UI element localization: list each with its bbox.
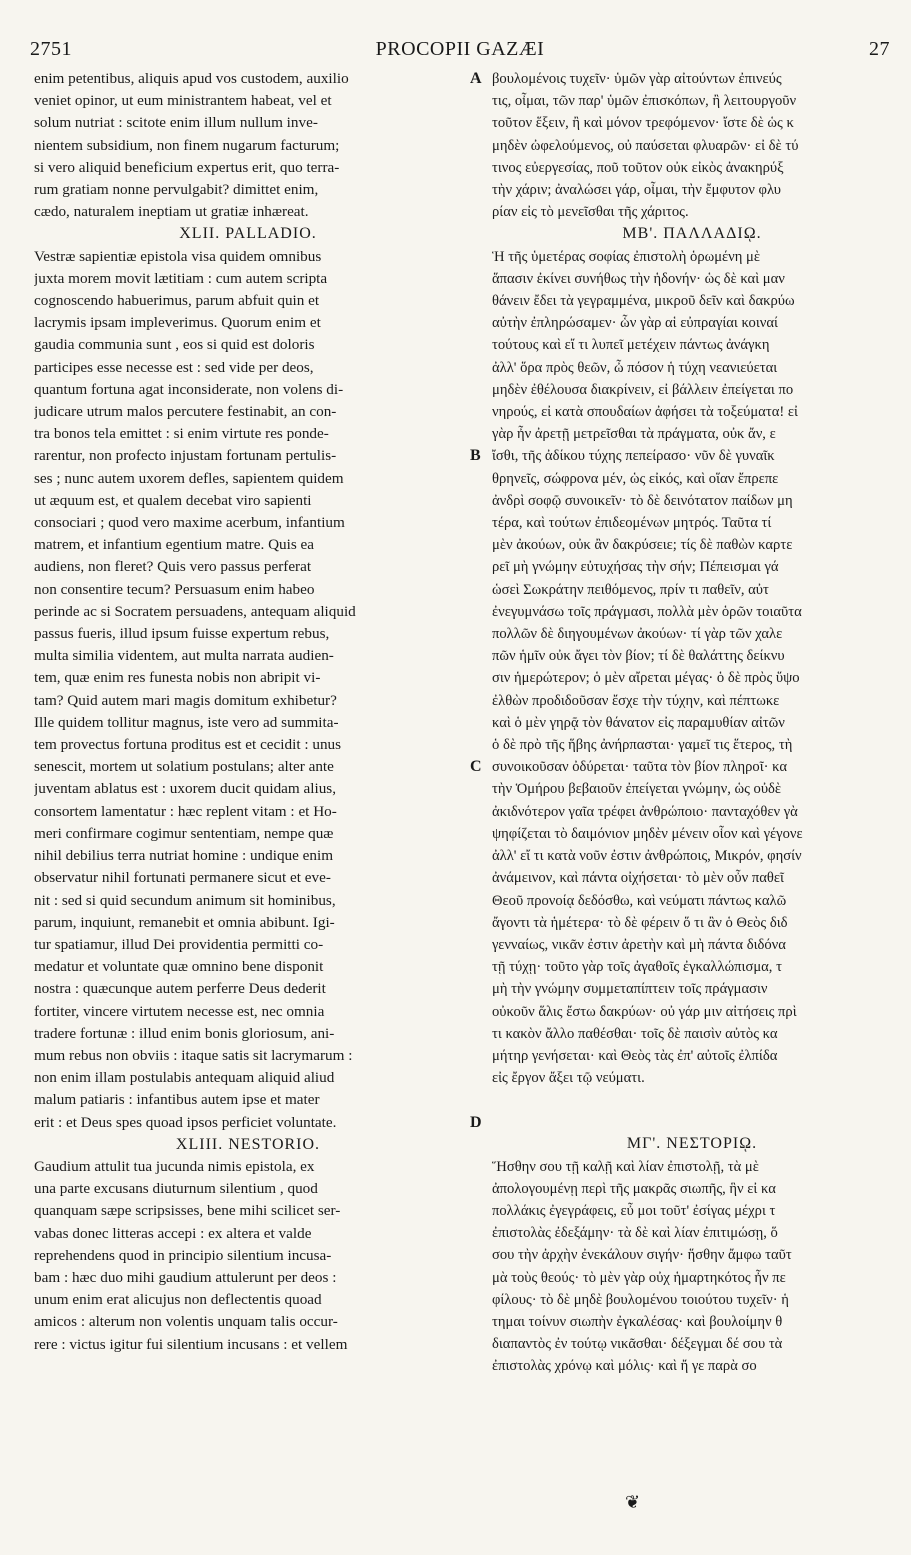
text-line: ὁ δὲ πρὸ τῆς ἥβης ἀνήρπασται· γαμεῖ τις ἕτερος, τὴ	[492, 737, 793, 754]
text-line: una parte excusans diuturnum silentium , quod	[34, 1180, 318, 1198]
text-line: νηρούς, εἰ κατὰ σπουδαίων ἀφήσει τὰ τοξεύματα! εἰ	[492, 404, 798, 421]
margin-marker-d: D	[470, 1114, 482, 1131]
text-line: ses ; nunc autem uxorem defles, sapientem quidem	[34, 469, 344, 487]
text-line: ρεῖ μὴ γνώμην εὐτυχήσας τὴν σήν; Πέπεισμαι γά	[492, 559, 779, 576]
text-line: rere : victus igitur fui silentium incusans : et vellem	[34, 1335, 348, 1353]
text-line: ἐπιστολὰς ἐδεξάμην· τὰ δὲ καὶ λίαν ἐπιτιμώσῃ, ὅ	[492, 1225, 778, 1242]
ornament-icon: ❦	[625, 1492, 641, 1512]
text-line: ἀνδρὶ σοφῷ συνοικεῖν· τὸ δὲ δεινότατον παίδων μη	[492, 492, 793, 509]
text-line: reprehendens quod in principio silentium incusa-	[34, 1246, 332, 1264]
text-line: malum patiaris : infantibus autem ipse et mater	[34, 1091, 320, 1109]
text-line: ὡσεὶ Σωκράτην πειθόμενος, πρίν τι παθεῖν, αὐτ	[492, 581, 769, 598]
page-header	[30, 38, 890, 66]
text-line: τὴν Ὁμήρου βεβαιοῦν ἐπείγεται γνώμην, ὡς οὐδὲ	[492, 781, 782, 798]
text-line: si vero aliquid beneficium expertus erit, quo terra-	[34, 158, 340, 176]
text-line: amicos : alterum non volentis unquam talis occur-	[34, 1313, 338, 1331]
text-line: τις, οἶμαι, τῶν παρ' ὑμῶν ἐπισκόπων, ἢ λειτουργοῦν	[492, 93, 797, 110]
text-line: πολλῶν δὲ διηγουμένων ἀκούων· τί γὰρ τῶν χαλε	[492, 626, 783, 643]
text-line: Ἡ τῆς ὑμετέρας σοφίας ἐπιστολὴ ὁρωμένη μὲ	[492, 248, 761, 265]
text-line: tradere fortunæ : illud enim bonis gloriosum, ani-	[34, 1024, 335, 1042]
text-line: multa similia videntem, aut multa narrata audien-	[34, 647, 334, 665]
text-line: consortem lamentatur : hæc replent vitam : et Ho-	[34, 802, 337, 820]
text-line: non consentire tecum? Persuasum enim habeo	[34, 580, 315, 598]
text-line: cædo, naturalem ineptiam ut gratiæ inhæreat.	[34, 203, 309, 221]
text-line: ἐπιστολὰς χρόνῳ καὶ μόλις· καὶ ἤ γε παρὰ σο	[492, 1358, 757, 1375]
text-line: fortiter, vincere virtutem necesse est, nec omnia	[34, 1002, 325, 1020]
text-line: enim petentibus, aliquis apud vos custodem, auxilio	[34, 70, 349, 87]
text-line: quanquam sæpe scripsisses, bene mihi scilicet ser-	[34, 1202, 341, 1220]
text-line: ἀκιδνότερον γαῖα τρέφει ἀνθρώποιο· πανταχόθεν γὰ	[492, 803, 798, 820]
text-line: parum, inquiunt, remanebit et omnia abibunt. Igi-	[34, 913, 335, 931]
text-line: τέρα, καὶ τούτων ἐπιδεομένων μητρός. Ταῦτα τί	[492, 515, 772, 532]
text-line: rum gratiam nonne pervulgabit? dimittet enim,	[34, 181, 319, 199]
text-line: juventam ablatus est : uxorem ducit quidam alius,	[34, 780, 336, 798]
text-line: ἀπολογουμένῃ περὶ τῆς μακρᾶς σιωπῆς, ἣν εἰ κα	[492, 1180, 776, 1197]
margin-marker-a: A	[470, 70, 482, 87]
text-line: ρίαν εἰς τὸ μενεῖσθαι τῆς χάριτος.	[492, 204, 689, 221]
text-line: unum enim erat alicujus non deflectentis quoad	[34, 1291, 322, 1309]
text-line: ἐνεγυμνάσω τοῖς πράγμασι, πολλὰ μὲν ὁρῶν τοιαῦτα	[492, 603, 802, 620]
text-line: ἀνάμεινον, καὶ πάντα οἰχήσεται· τὸ μὲν οὖν παθεῖ	[492, 870, 784, 887]
text-line: θάνειν ἔδει τὰ γεγραμμένα, μικροῦ δεῖν καὶ δακρύω	[492, 293, 795, 310]
text-line: tam? Quid autem mari magis domitum exhibetur?	[34, 691, 337, 709]
text-line: audiens, non fleret? Quis vero passus perferat	[34, 558, 312, 576]
text-line: consociari ; quod vero maxime acerbum, infantium	[34, 514, 345, 532]
text-line: tur spatiamur, illud Dei providentia permitti co-	[34, 935, 324, 953]
text-line: non enim illam postulabis antequam aliquid aliud	[34, 1069, 335, 1087]
text-line: cognoscendo habuerimus, parum abfuit quin et	[34, 292, 320, 310]
text-line: εἰς ἔργον ἄξει τῷ νεύματι.	[492, 1070, 645, 1087]
text-line: μηδὲν ὠφελούμενος, οὐ παύσεται φλυαρῶν· εἰ δὲ τύ	[492, 137, 799, 154]
text-line: τῇ τύχῃ· τοῦτο γὰρ τοῖς ἀγαθοῖς ἐγκαλλώπισμα, τ	[492, 959, 782, 976]
text-line: τημαι τοίνυν σιωπὴν ἐγκαλέσας· καὶ βουλοίμην θ	[492, 1313, 783, 1330]
latin-heading-palladio: XLII. PALLADIO.	[179, 225, 317, 243]
text-line: medatur et voluntate quæ omnino bene disponit	[34, 958, 324, 976]
text-line: ψηφίζεται τὸ δαιμόνιον μηδὲν μένειν οἷον καὶ γέγονε	[492, 825, 803, 842]
text-line: Θεοῦ προνοίᾳ δεδόσθω, καὶ νεύματι πάντως καλῶ	[492, 892, 787, 909]
text-line: veniet opinor, ut eum ministrantem habeat, vel et	[34, 92, 332, 110]
text-line: quantum fortuna agat inconsiderate, non volens di-	[34, 380, 344, 398]
text-line: σου τὴν ἀρχὴν ἐνεκάλουν σιγήν· ἥσθην ἄμφω ταῦτ	[492, 1247, 792, 1264]
latin-letter-palladio	[34, 246, 462, 1134]
text-line: σιν ἡμερώτερον; ὁ μὲν αἴρεται μέγας· ὁ δὲ πρὸς ὕψο	[492, 670, 800, 687]
greek-letter-nestorio	[492, 1156, 892, 1378]
text-line: gaudia communia sunt , eos si quid est doloris	[34, 336, 315, 354]
text-line: τὴν χάριν; ἀναλώσει γάρ, οἶμαι, τὴν ἔμφυτον φλυ	[492, 182, 782, 199]
text-line: judicare utrum malos percutere festinabit, an con-	[34, 403, 337, 421]
latin-letter-nestorio	[34, 1156, 462, 1356]
text-line: observatur nihil fortunati permanere sicut et eve-	[34, 869, 331, 887]
text-line: Ἥσθην σου τῇ καλῇ καὶ λίαν ἐπιστολῇ, τὰ μὲ	[492, 1158, 759, 1175]
text-line: οὐκοῦν ἅλις ἔστω δακρύων· οὐ γάρ μιν αἰτήσεις πρὶ	[492, 1003, 797, 1020]
text-line: senescit, mortem ut solatium postulans; alter ante	[34, 758, 334, 776]
text-line: vabas donec litteras accepi : ex altera et valde	[34, 1224, 312, 1242]
text-line: γενναίως, νικᾶν ἐστιν ἀρετὴν καὶ μὴ πάντα διδόνα	[492, 936, 786, 953]
text-line: meri confirmare cogimur sententiam, nempe quæ	[34, 824, 334, 842]
text-line: ἄγοντι τὰ ἡμέτερα· τὸ δὲ φέρειν ὅ τι ἂν ὁ Θεὸς διδ	[492, 914, 788, 931]
text-line: matrem, et infantium egentium matre. Quis ea	[34, 536, 315, 554]
greek-column	[492, 68, 892, 1378]
text-line: γὰρ ἦν ἀρετῇ μετρεῖσθαι τὰ πράγματα, οὐκ ἄν, ε	[492, 426, 776, 443]
text-line: συνοικοῦσαν ὀδύρεται· ταῦτα τὸν βίον πληροῖ· κα	[492, 759, 788, 776]
text-line: mum rebus non obviis : itaque satis sit lacrymarum :	[34, 1046, 353, 1064]
greek-heading-palladio: ΜΒ'. ΠΑΛΛΑΔΙῼ.	[622, 225, 762, 243]
latin-heading-nestorio: XLIII. NESTORIO.	[175, 1135, 321, 1153]
text-line: θρηνεῖς, σώφρονα μέν, ὡς εἰκός, καὶ οἵαν ἔπρεπε	[492, 470, 779, 487]
text-line: tem provectus fortuna proditus est et cecidit : unus	[34, 736, 342, 754]
text-line: lacrymis ipsam impleverimus. Quorum enim et	[34, 314, 321, 332]
text-line: Vestræ sapientiæ epistola visa quidem omnibus	[34, 247, 322, 265]
text-line: μὰ τοὺς θεούς· τὸ μὲν γὰρ οὐχ ἡμαρτηκότος ἦν πε	[492, 1269, 786, 1286]
text-line: perinde ac si Socratem persuadens, antequam aliquid	[34, 602, 356, 620]
text-line: ἀλλ' εἴ τι κατὰ νοῦν ἐστιν ἀνθρώποις, Μικρόν, φησίν	[492, 848, 802, 865]
text-line: βουλομένοις τυχεῖν· ὑμῶν γὰρ αἰτούντων ἐπινεύς	[492, 71, 782, 87]
text-line: πῶν ἡμῖν οὐκ ἄγει τὸν βίον; τί δὲ θαλάττης δείκνυ	[492, 648, 785, 665]
text-line: solum nutriat : scitote enim illum nullum inve-	[34, 114, 318, 132]
text-line: καὶ ὁ μὲν γηρᾷ τὸν θάνατον εἰς παραμυθίαν αἰτῶν	[492, 714, 785, 731]
text-line: τι κακὸν ἄλλο παθέσθαι· τοῖς δὲ παισὶν αὐτὸς κα	[492, 1025, 778, 1042]
text-line: tem, quæ enim res funesta nobis non abripit vi-	[34, 669, 321, 687]
text-line: τούτους καὶ εἴ τι λυπεῖ μετέχειν πάντως ἀνάγκη	[492, 337, 770, 354]
text-line: nientem subsidium, non finem nugarum facturum;	[34, 136, 340, 154]
text-line: μὴ τὴν γνώμην συμμεταπίπτειν τοῖς πράγμασιν	[492, 981, 768, 998]
column-gap	[492, 1089, 892, 1133]
margin-marker-b: B	[470, 447, 481, 464]
text-line: tra bonos tela emittet : si enim virtute res ponde-	[34, 425, 329, 443]
greek-intro-paragraph	[492, 68, 892, 223]
latin-intro-paragraph	[34, 68, 462, 223]
text-line: μήτηρ γενήσεται· καὶ Θεὸς τὰς ἐπ' αὐτοῖς ἐλπίδα	[492, 1047, 778, 1064]
text-line: nihil debilius terra nutriat homine : undique enim	[34, 847, 334, 865]
text-line: μηδὲν ἐθέλουσα διακρίνειν, εἰ βάλλειν ἐπείγεται πο	[492, 381, 794, 398]
text-line: ut æquum est, et qualem decebat viro sapienti	[34, 491, 312, 509]
text-line: nostra : quæcunque autem perferre Deus dederit	[34, 980, 326, 998]
text-line: juxta morem movit lætitiam : cum autem scripta	[34, 269, 328, 287]
text-line: Gaudium attulit tua jucunda nimis epistola, ex	[34, 1157, 315, 1175]
text-line: ἐλθὼν προδιδοῦσαν ἔσχε τὴν τύχην, καὶ πέπτωκε	[492, 692, 780, 709]
page-number-right: 27	[869, 38, 890, 60]
text-line: ἅπασιν ἐκίνει συνήθως τὴν ἡδονήν· ὡς δὲ καὶ μαν	[492, 270, 785, 287]
page-number-left: 2751	[30, 38, 72, 60]
text-line: τινος εὐεργεσίας, ποῦ τοῦτον οὐκ εἰκὸς ἀνακηρύξ	[492, 159, 784, 176]
greek-heading-nestorio: ΜΓ'. ΝΕΣΤΟΡΙῼ.	[626, 1135, 758, 1153]
text-line: nit : sed si quid secundum animum sit hominibus,	[34, 891, 336, 909]
text-line: Ille quidem tollitur magnus, iste vero ad summita-	[34, 713, 339, 731]
text-line: τοῦτον ἕξειν, ἢ καὶ μόνον τρεφόμενον· ἴστε δὲ ὡς κ	[492, 115, 794, 132]
latin-column	[34, 68, 462, 1356]
text-line: πολλάκις ἐγεγράφεις, εὖ μοι τοῦτ' ἐσίγας μέχρι τ	[492, 1202, 776, 1219]
text-line: ἴσθι, τῆς ἀδίκου τύχης πεπείρασο· νῦν δὲ γυναῖκ	[492, 448, 775, 465]
text-line: erit : et Deus spes quoad ipsos perficiet voluntate.	[34, 1113, 337, 1131]
text-line: ἀλλ' ὅρα πρὸς θεῶν, ὦ πόσον ἡ τύχη νεανιεύεται	[492, 359, 778, 376]
text-line: διαπαντὸς ἐν τούτῳ νικᾶσθαι· δέξεγμαι δέ σου τὰ	[492, 1336, 783, 1353]
text-line: rarentur, non profecto injustam fortunam pertulis-	[34, 447, 337, 465]
greek-letter-palladio	[492, 246, 892, 1090]
text-line: passus fueris, illud ipsum fuisse expertum rebus,	[34, 625, 330, 643]
running-title: PROCOPII GAZÆI	[375, 38, 545, 60]
text-line: bam : hæc duo mihi gaudium attulerunt per deos :	[34, 1268, 337, 1286]
text-line: μὲν ἀκούων, οὐκ ἂν δακρύσειε; τίς δὲ παθὼν καρτε	[492, 537, 793, 554]
margin-marker-c: C	[470, 758, 482, 775]
text-line: αὐτὴν ἐπληρώσαμεν· ὧν γὰρ αἱ εὐπραγίαι κοιναί	[492, 315, 778, 332]
text-line: φίλους· τὸ δὲ μηδὲ βουλομένου τοιούτου τυχεῖν· ἡ	[492, 1291, 789, 1308]
text-line: participes esse necesse est : sed vide per deos,	[34, 358, 314, 376]
